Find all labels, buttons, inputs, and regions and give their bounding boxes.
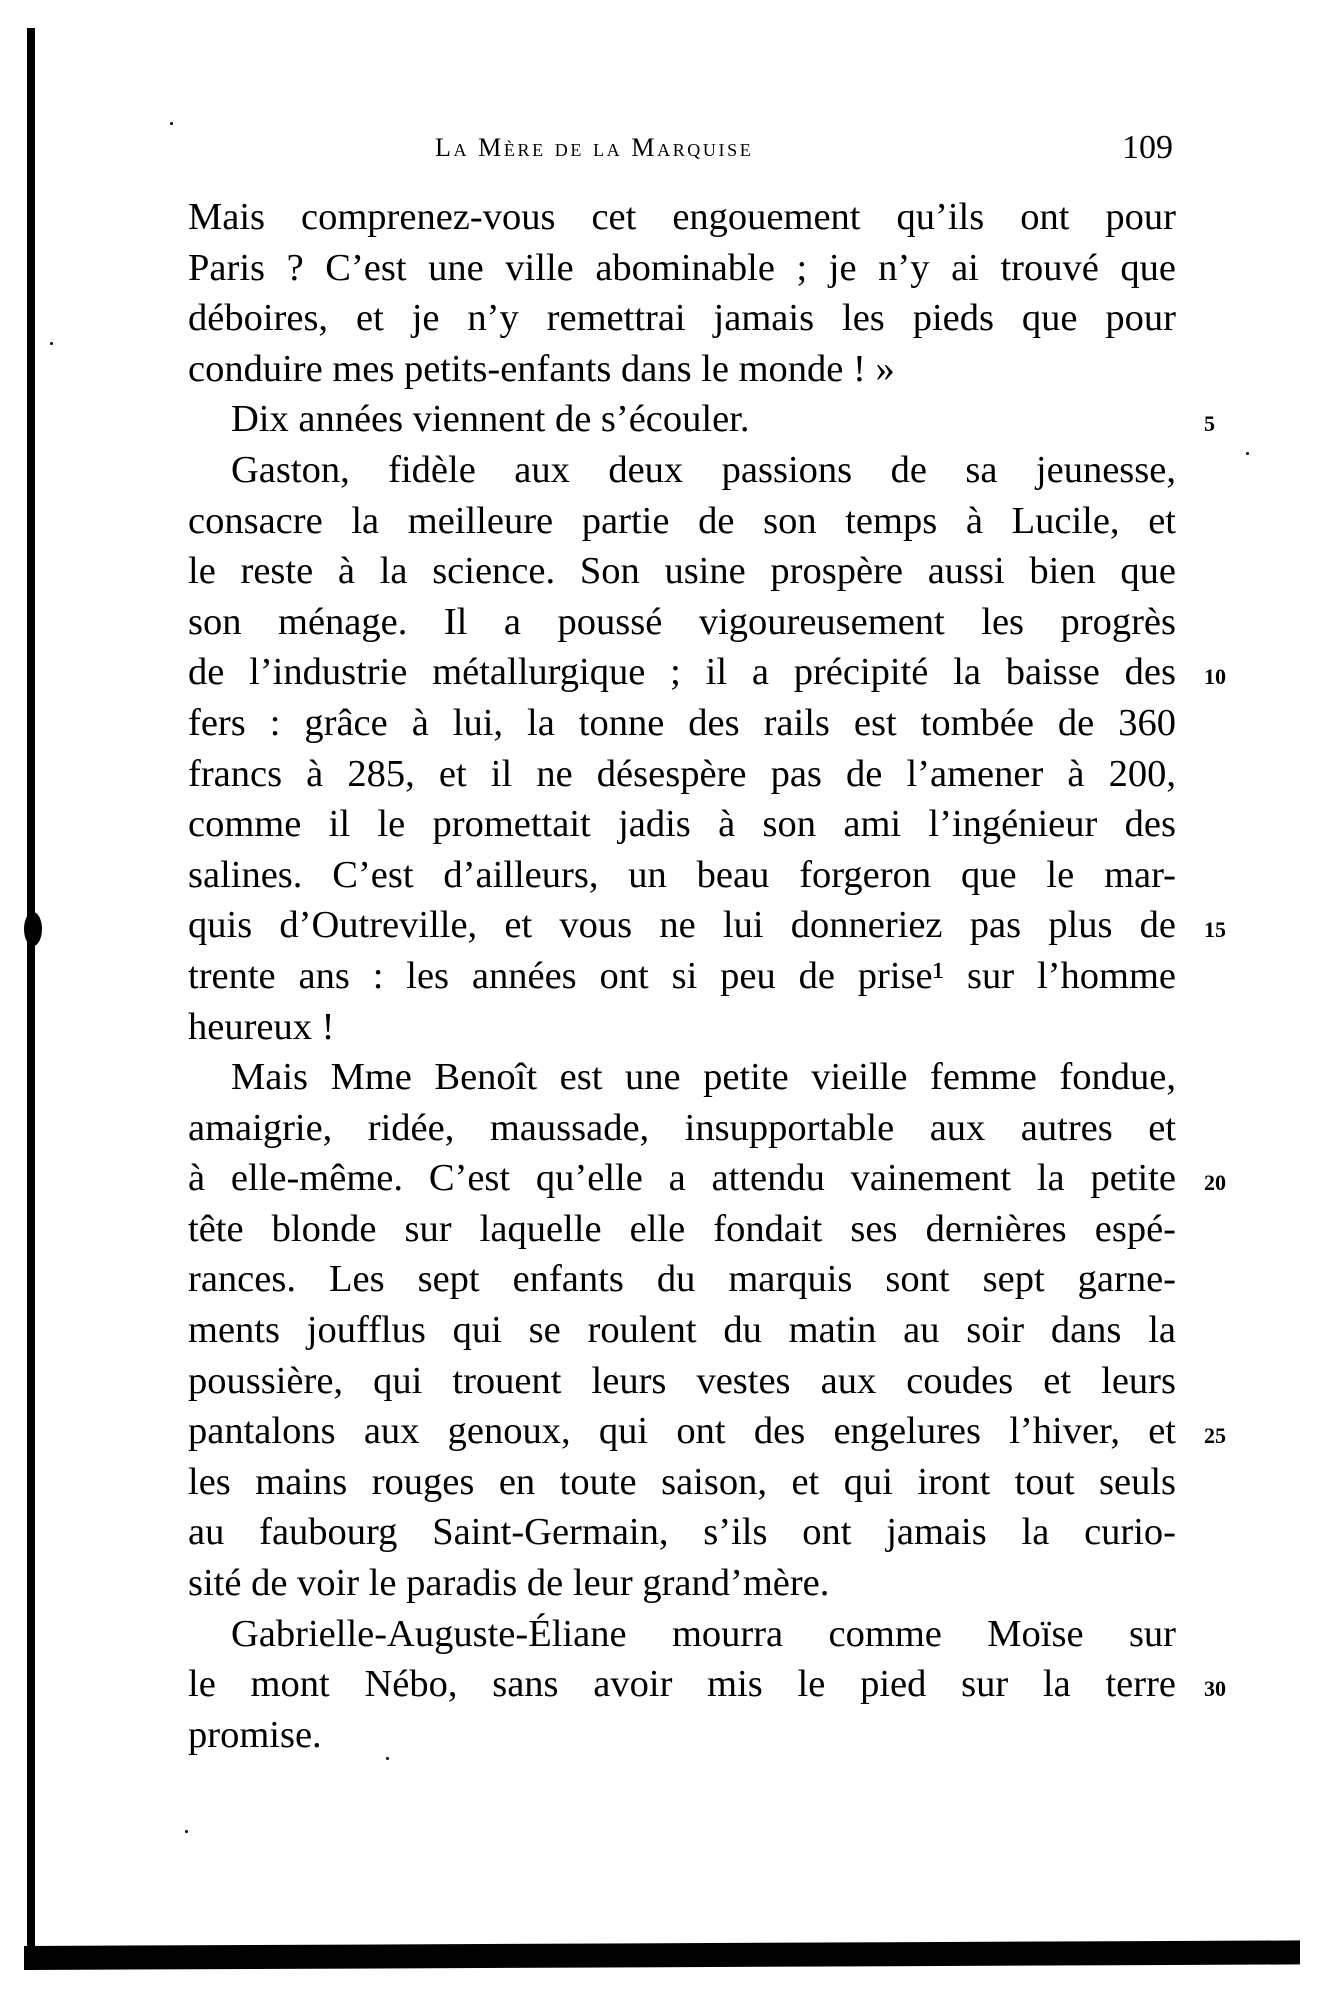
text-line: salines. C’est d’ailleurs, un beau forgeron que le mar- xyxy=(188,853,1176,896)
text-line: poussière, qui trouent leurs vestes aux coudes et leurs xyxy=(188,1359,1176,1402)
text-line: Paris ? C’est une ville abominable ; je n’y ai trouvé que xyxy=(188,246,1176,289)
text-line: rances. Les sept enfants du marquis sont sept garne- xyxy=(188,1258,1176,1301)
text-line: trente ans : les années ont si peu de prise¹ sur l’homme xyxy=(188,954,1176,997)
text-line: Gaston, fidèle aux deux passions de sa jeunesse, xyxy=(231,448,1176,491)
text-line: le reste à la science. Son usine prospère aussi bien que xyxy=(188,550,1176,593)
print-speck xyxy=(386,1757,389,1760)
text-line: de l’industrie métallurgique ; il a précipité la baisse des xyxy=(188,651,1176,694)
text-line: à elle-même. C’est qu’elle a attendu vainement la petite xyxy=(188,1157,1176,1200)
print-speck xyxy=(50,342,53,345)
margin-line-number: 30 xyxy=(1204,1676,1226,1702)
body-text xyxy=(188,192,1176,1760)
text-line: au faubourg Saint-Germain, s’ils ont jamais la curio- xyxy=(188,1511,1176,1554)
left-page-edge-rule xyxy=(27,28,35,1970)
page-number: 109 xyxy=(1122,129,1173,166)
margin-line-number: 5 xyxy=(1204,411,1215,437)
bottom-page-edge-rule xyxy=(24,1940,1300,1970)
print-speck xyxy=(185,1830,188,1833)
text-line: son ménage. Il a poussé vigoureusement les progrès xyxy=(188,600,1176,643)
text-line: Gabrielle-Auguste-Éliane mourra comme Moïse sur xyxy=(231,1612,1176,1655)
text-line: conduire mes petits-enfants dans le monde ! » xyxy=(188,347,895,390)
running-head: La Mère de la Marquise xyxy=(435,133,754,162)
print-speck xyxy=(170,122,173,125)
page-edge-ornament xyxy=(24,912,42,946)
text-line: francs à 285, et il ne désespère pas de l’amener à 200, xyxy=(188,752,1176,795)
text-line: les mains rouges en toute saison, et qui iront tout seuls xyxy=(188,1460,1176,1503)
text-line: quis d’Outreville, et vous ne lui donneriez pas plus de xyxy=(188,904,1176,947)
text-line: amaigrie, ridée, maussade, insupportable aux autres et xyxy=(188,1106,1176,1149)
text-line: heureux ! xyxy=(188,1005,335,1048)
text-line: le mont Nébo, sans avoir mis le pied sur la terre xyxy=(188,1663,1176,1706)
text-line: consacre la meilleure partie de son temps à Lucile, et xyxy=(188,499,1176,542)
text-line: Mais Mme Benoît est une petite vieille femme fondue, xyxy=(231,1056,1176,1099)
text-line: fers : grâce à lui, la tonne des rails est tombée de 360 xyxy=(188,701,1176,744)
text-line: ments joufflus qui se roulent du matin au soir dans la xyxy=(188,1309,1176,1352)
margin-line-number: 15 xyxy=(1204,917,1226,943)
text-line: comme il le promettait jadis à son ami l’ingénieur des xyxy=(188,803,1176,846)
print-speck xyxy=(1246,452,1249,455)
text-line: pantalons aux genoux, qui ont des engelures l’hiver, et xyxy=(188,1410,1176,1453)
text-line: promise. xyxy=(188,1713,322,1756)
text-line: Mais comprenez-vous cet engouement qu’ils ont pour xyxy=(188,196,1176,238)
text-line: sité de voir le paradis de leur grand’mère. xyxy=(188,1562,830,1605)
margin-line-number: 25 xyxy=(1204,1423,1226,1449)
text-line: déboires, et je n’y remettrai jamais les pieds que pour xyxy=(188,297,1176,340)
text-line: tête blonde sur laquelle elle fondait ses dernières espé- xyxy=(188,1207,1176,1250)
text-line: Dix années viennent de s’écouler. xyxy=(231,398,750,441)
margin-line-number: 10 xyxy=(1204,664,1226,690)
margin-line-number: 20 xyxy=(1204,1170,1226,1196)
